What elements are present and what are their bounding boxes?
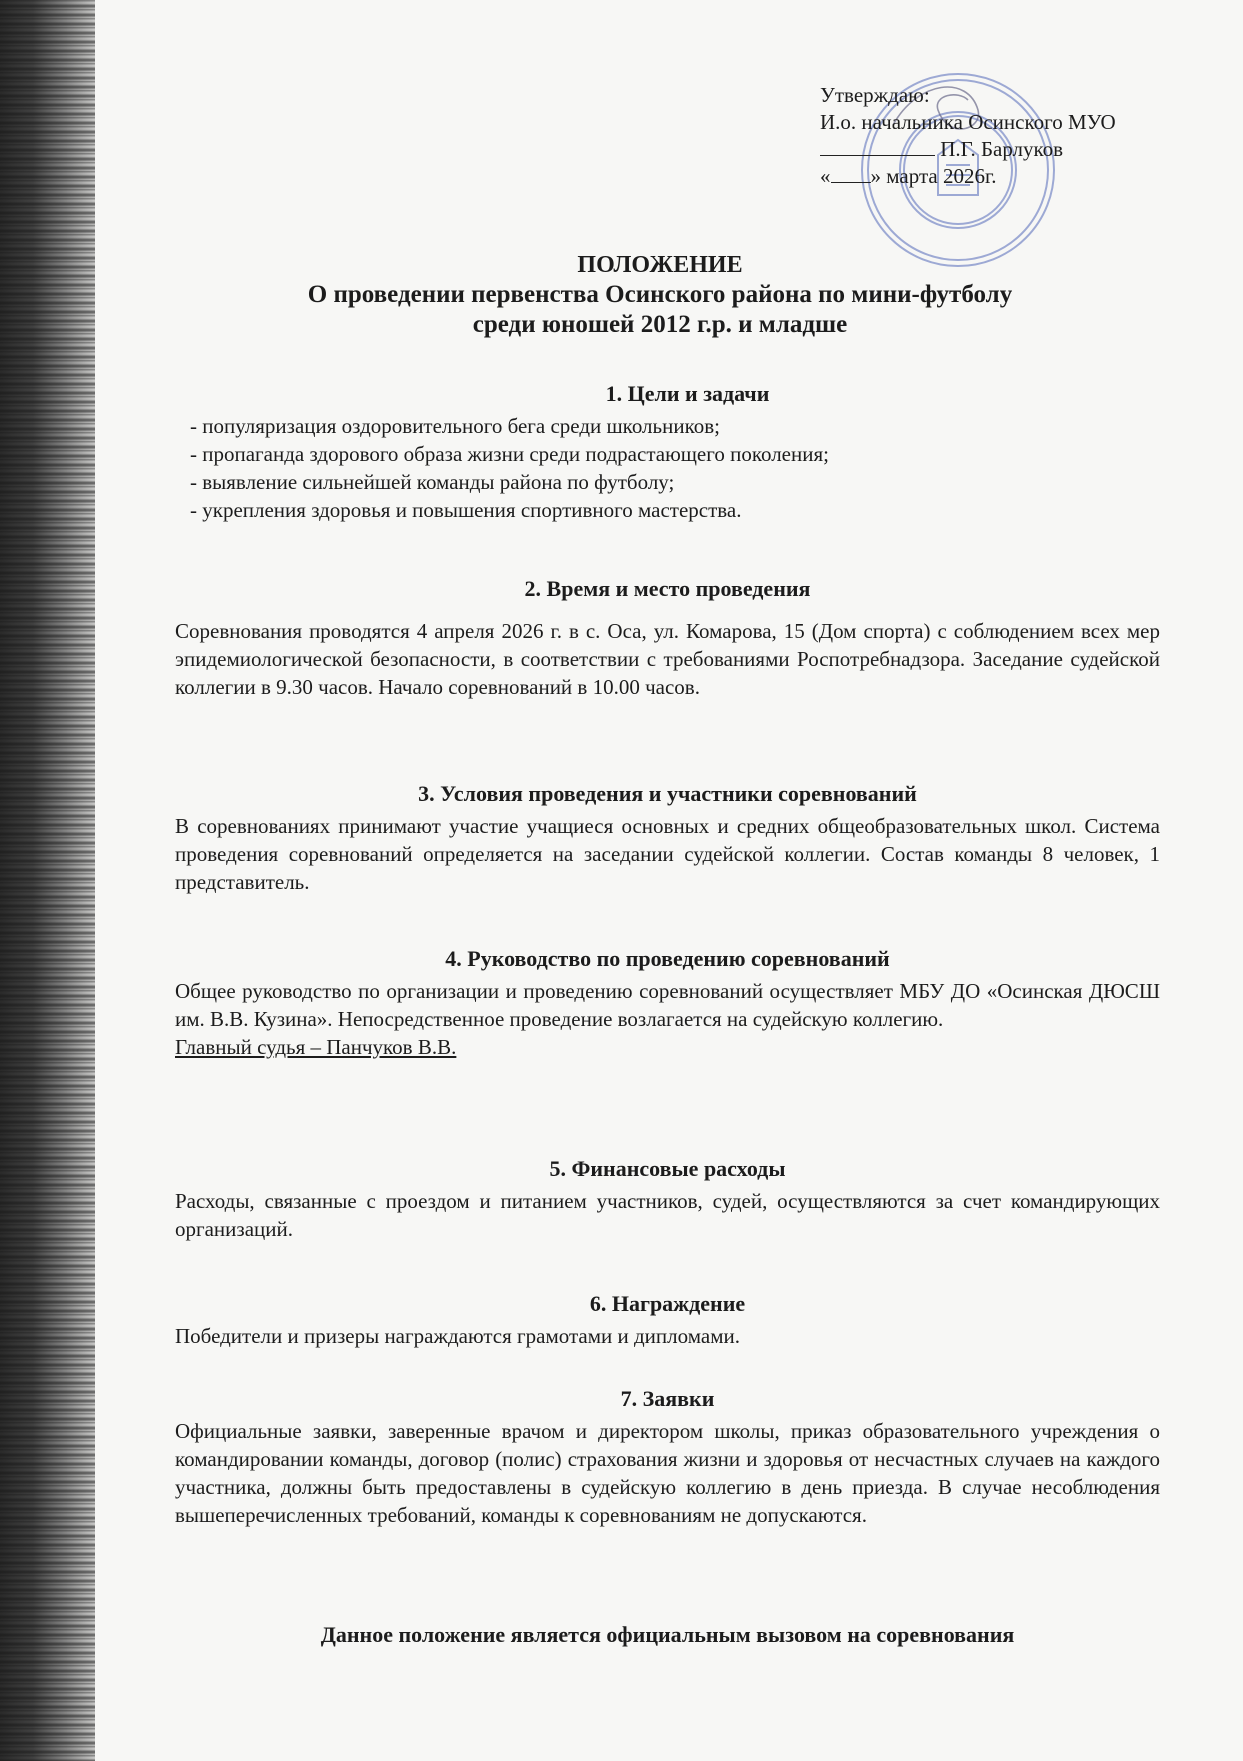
section-finance xyxy=(175,1155,1160,1243)
document-type: ПОЛОЖЕНИЕ xyxy=(577,252,743,278)
signature-blank xyxy=(820,155,935,156)
section-management xyxy=(175,945,1160,1061)
list-item: - укрепления здоровья и повышения спортивного мастерства. xyxy=(190,498,742,522)
document-subject: О проведении первенства Осинского района по мини-футболу xyxy=(307,281,1013,308)
scan-edge-shadow xyxy=(0,0,95,1761)
date-month-year: » марта 2026г. xyxy=(870,164,997,188)
document-subject-cont: среди юношей 2012 г.р. и младше xyxy=(472,311,848,338)
section-title: 2. Время и место проведения xyxy=(524,576,811,601)
approval-position: И.о. начальника Осинского МУО xyxy=(820,110,1116,134)
approval-block xyxy=(820,82,1116,190)
section-text: В соревнованиях принимают участие учащиеся основных и средних общеобразовательных школ. Система проведения соревнований определяется на заседании судейской коллегии. Состав команды 8 человек, 1 представитель. xyxy=(175,814,1160,894)
section-text: Расходы, связанные с проездом и питанием участников, судей, осуществляются за счет командирующих организаций. xyxy=(175,1189,1160,1241)
section-title: 7. Заявки xyxy=(620,1386,715,1411)
section-time-place xyxy=(175,575,1160,701)
closing-statement: Данное положение является официальным вызовом на соревнования xyxy=(320,1622,1015,1647)
section-text: Соревнования проводятся 4 апреля 2026 г. в с. Оса, ул. Комарова, 15 (Дом спорта) с соблюдением всех мер эпидемиологической безопасности, в соответствии с требованиями Роспотребнадзора. Заседание судейской коллегии в 9.30 часов. Начало соревнований в 10.00 часов. xyxy=(175,619,1160,699)
section-title: 4. Руководство по проведению соревнований xyxy=(445,946,890,971)
document-header xyxy=(180,250,1140,340)
section-text: Общее руководство по организации и проведению соревнований осуществляет МБУ ДО «Осинская ДЮСШ им. В.В. Кузина». Непосредственное проведение возлагается на судейскую коллегию. xyxy=(175,979,1160,1031)
section-title: 5. Финансовые расходы xyxy=(549,1156,786,1181)
approval-date xyxy=(820,163,1116,190)
section-applications xyxy=(175,1385,1160,1529)
section-conditions xyxy=(175,780,1160,896)
approval-signer: П.Г. Барлуков xyxy=(940,137,1064,161)
list-item: - популяризация оздоровительного бега среди школьников; xyxy=(190,414,720,438)
section-text: Официальные заявки, заверенные врачом и директором школы, приказ образовательного учреждения о командировании команды, договор (полис) страхования жизни и здоровья от несчастных случаев на каждого участника, должны быть предоставлены в судейскую коллегию в день приезда. В случае несоблюдения вышеперечисленных требований, команды к соревнованиям не допускаются. xyxy=(175,1419,1160,1527)
section-title: 6. Награждение xyxy=(589,1291,746,1316)
list-item: - выявление сильнейшей команды района по футболу; xyxy=(190,470,675,494)
list-item: - пропаганда здорового образа жизни среди подрастающего поколения; xyxy=(190,442,829,466)
date-quote-open: « xyxy=(820,164,831,188)
section-title: 3. Условия проведения и участники соревнований xyxy=(418,781,917,806)
date-day-blank xyxy=(831,182,871,183)
section-text: Победители и призеры награждаются грамотами и дипломами. xyxy=(175,1324,740,1348)
chief-judge: Главный судья – Панчуков В.В. xyxy=(175,1035,457,1059)
section-goals xyxy=(175,380,1160,524)
section-awards xyxy=(175,1290,1160,1350)
approval-signature-line xyxy=(820,136,1116,163)
approval-title: Утверждаю: xyxy=(820,83,930,107)
section-title: 1. Цели и задачи xyxy=(605,381,770,406)
